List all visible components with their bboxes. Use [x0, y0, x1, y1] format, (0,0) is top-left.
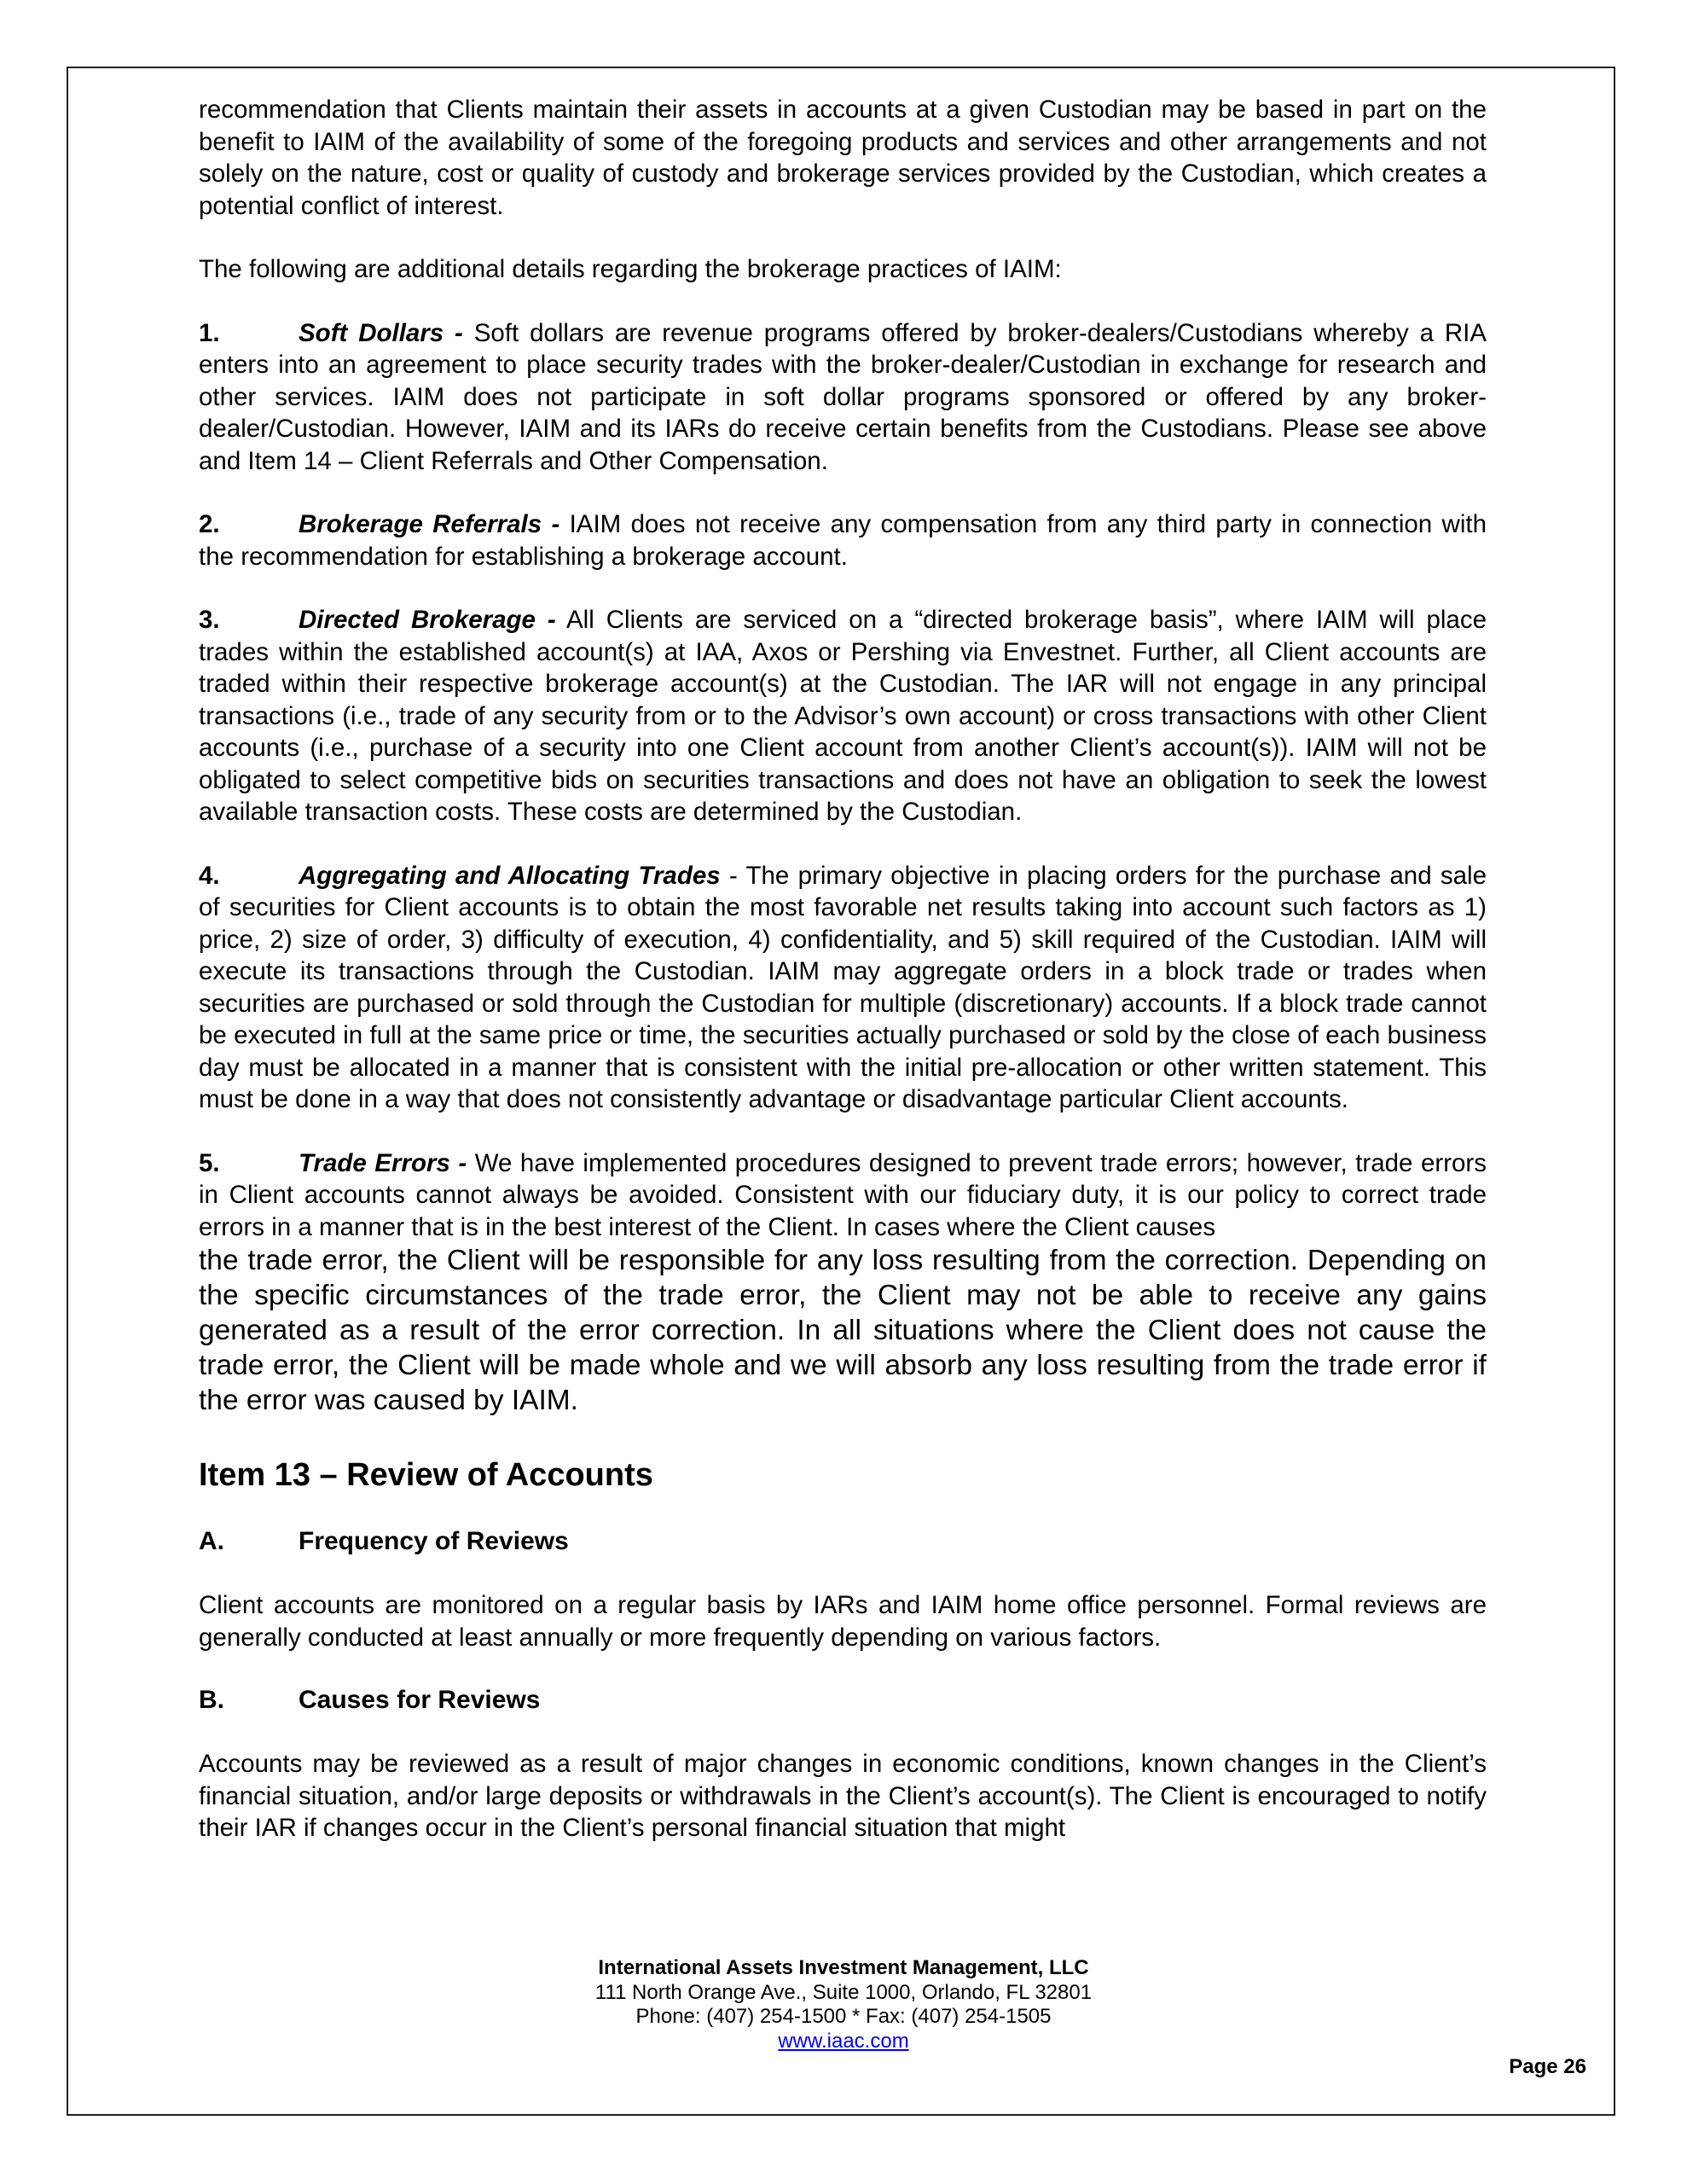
footer-phone: Phone: (407) 254-1500 * Fax: (407) 254-1505 [635, 2005, 1052, 2028]
item-number: 5. [199, 1148, 220, 1177]
item-text: - The primary objective in placing orders for the purchase and sale of securities for Client accounts is to obtain the most favorable net results taking into account such factors as 1) price, 2) size of order, 3) difficulty of execution, 4) confidentiality, and 5) skill required of the Custodian. IAIM will execute its transactions through the Custodian. IAIM may aggregate orders in a block trade or trades when securities are purchased or sold through the Custodian for multiple (discretionary) accounts. If a block trade cannot be executed in full at the same price or time, the securities actually purchased or sold by the close of each business day must be allocated in a manner that is consistent with the initial pre-allocation or other written statement. This must be done in a way that does not consistently advantage or disadvantage particular Client accounts. [199, 861, 1487, 1113]
item-number: 3. [199, 606, 220, 634]
frequency-paragraph: Client accounts are monitored on a regular basis by IARs and IAIM home office personnel. Formal reviews are generally conducted at least annually or more frequently depending on various factors. [199, 1591, 1487, 1652]
subsection-letter: A. [199, 1527, 224, 1555]
item-title: Trade Errors - [299, 1148, 467, 1177]
subsection-heading-causes [199, 1684, 1487, 1716]
page-content [199, 94, 1487, 1844]
item-number: 4. [199, 861, 220, 890]
item-text: Soft dollars are revenue programs offered by broker-dealers/Custodians whereby a RIA enters into an agreement to place security trades with the broker-dealer/Custodian in exchange for research and other services. IAIM does not participate in soft dollar programs sponsored or offered by any broker-dealer/Custodian. However, IAIM and its IARs do receive certain benefits from the Custodians. Please see above and Item 14 – Client Referrals and Other Compensation. [199, 318, 1487, 475]
item-title: Soft Dollars - [299, 318, 463, 347]
trade-errors-continuation: the trade error, the Client will be responsible for any loss resulting from the correction. Depending on the specific circumstances of the trade error, the Client may not be able to receive any gains generated as a result of the error correction. In all situations where the Client does not cause the trade error, the Client will be made whole and we will absorb any loss resulting from the trade error if the error was caused by IAIM. [199, 1245, 1487, 1416]
subsection-title: Frequency of Reviews [299, 1527, 569, 1555]
item-text: We have implemented procedures designed to prevent trade errors; however, trade errors in Client accounts cannot always be avoided. Consistent with our fiduciary duty, it is our policy to correct trade errors in a manner that is in the best interest of the Client. In cases where the Client causes [199, 1148, 1487, 1241]
item-brokerage-referrals [199, 508, 1487, 572]
item-title: Brokerage Referrals - [299, 510, 560, 538]
page-number: Page 26 [1509, 2055, 1586, 2078]
item-trade-errors [199, 1147, 1487, 1244]
section-heading-item-13: Item 13 – Review of Accounts [199, 1457, 653, 1493]
subsection-letter: B. [199, 1686, 224, 1714]
item-directed-brokerage [199, 604, 1487, 828]
brokerage-lead-paragraph: The following are additional details regarding the brokerage practices of IAIM: [199, 255, 1062, 283]
subsection-title: Causes for Reviews [299, 1686, 541, 1714]
footer-website-link[interactable]: www.iaac.com [778, 2029, 909, 2053]
item-number: 1. [199, 318, 220, 347]
item-number: 2. [199, 510, 220, 538]
item-aggregating-trades [199, 860, 1487, 1116]
footer-company: International Assets Investment Management, LLC [598, 1956, 1089, 1979]
causes-paragraph: Accounts may be reviewed as a result of major changes in economic conditions, known changes in the Client’s financial situation, and/or large deposits or withdrawals in the Client’s account(s). The Client is encouraged to notify their IAR if changes occur in the Client’s personal financial situation that might [199, 1750, 1487, 1842]
footer-address: 111 North Orange Ave., Suite 1000, Orlando, FL 32801 [594, 1980, 1093, 2004]
subsection-heading-frequency [199, 1525, 1487, 1558]
page-footer [0, 1956, 1687, 2053]
item-soft-dollars [199, 317, 1487, 478]
item-title: Directed Brokerage - [299, 606, 556, 634]
continuation-paragraph: recommendation that Clients maintain their assets in accounts at a given Custodian may be based in part on the benefit to IAIM of the availability of some of the foregoing products and services and other arrangements and not solely on the nature, cost or quality of custody and brokerage services provided by the Custodian, which creates a potential conflict of interest. [199, 96, 1487, 220]
item-text: All Clients are serviced on a “directed brokerage basis”, where IAIM will place trades within the established account(s) at IAA, Axos or Pershing via Envestnet. Further, all Client accounts are traded within their respective brokerage account(s) at the Custodian. The IAR will not engage in any principal transactions (i.e., trade of any security from or to the Advisor’s own account) or cross transactions with other Client accounts (i.e., purchase of a security into one Client account from another Client’s account(s)). IAIM will not be obligated to select competitive bids on securities transactions and does not have an obligation to seek the lowest available transaction costs. These costs are determined by the Custodian. [199, 606, 1487, 826]
item-title: Aggregating and Allocating Trades [299, 861, 721, 890]
item-text: IAIM does not receive any compensation from any third party in connection with the recommendation for establishing a brokerage account. [199, 510, 1487, 571]
